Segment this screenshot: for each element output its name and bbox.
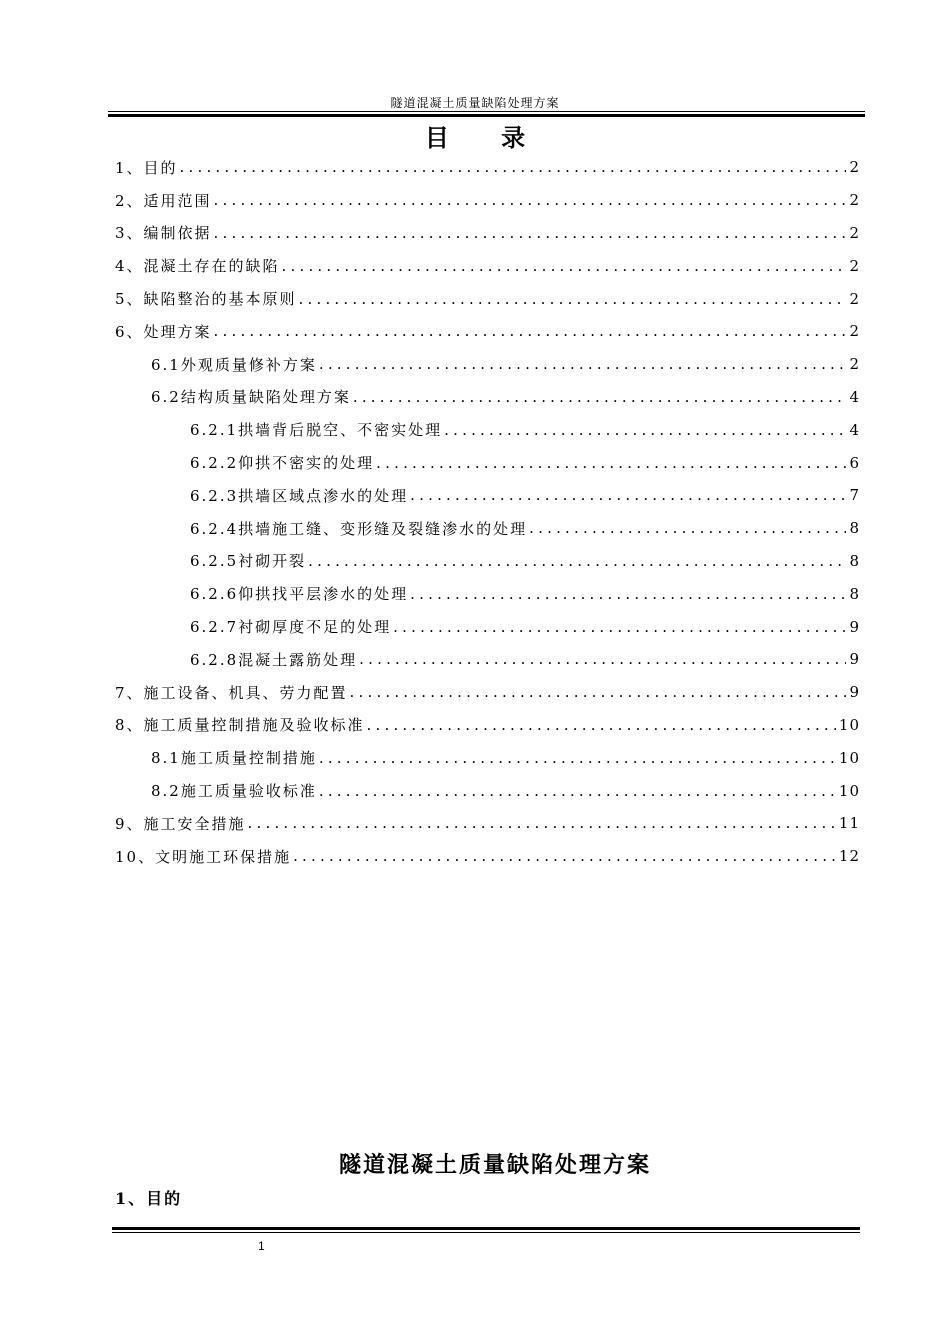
header-rule-thick: [108, 114, 865, 117]
toc-leader-dots: [319, 355, 847, 373]
toc-leader-dots: [308, 552, 846, 570]
toc-entry-page: 10: [838, 781, 860, 800]
toc-entry[interactable]: [115, 184, 860, 217]
toc-leader-dots: [350, 683, 847, 701]
toc-entry[interactable]: [115, 282, 860, 315]
toc-entry[interactable]: [115, 807, 860, 840]
page-number: 1: [258, 1239, 265, 1253]
toc-entry[interactable]: [115, 151, 860, 184]
toc-entry[interactable]: [115, 741, 860, 774]
toc-entry-page: 10: [838, 715, 860, 734]
toc-leader-dots: [319, 749, 836, 767]
toc-entry-page: 7: [849, 486, 860, 505]
toc-entry[interactable]: [115, 479, 860, 512]
toc-entry-page: 2: [849, 223, 860, 242]
document-title: 隧道混凝土质量缺陷处理方案: [338, 1152, 651, 1178]
toc-entry[interactable]: [115, 413, 860, 446]
running-header: 隧道混凝土质量缺陷处理方案: [390, 96, 560, 110]
toc-entry-page: 12: [838, 847, 860, 866]
toc-entry-text: 6、处理方案: [115, 322, 212, 341]
toc-entry-page: 8: [849, 584, 860, 603]
toc-entry[interactable]: [115, 545, 860, 578]
toc-entry[interactable]: [115, 348, 860, 381]
toc-entry-page: 4: [849, 420, 860, 439]
toc-leader-dots: [353, 388, 847, 406]
toc-entry-page: 6: [849, 453, 860, 472]
toc-entry-text: 4、混凝土存在的缺陷: [115, 257, 280, 276]
toc-entry-page: 9: [849, 617, 860, 636]
toc-entry-text: 6.2.6仰拱找平层渗水的处理: [190, 585, 409, 604]
toc-entry-text: 6.2.5衬砌开裂: [190, 552, 307, 571]
toc-leader-dots: [367, 716, 836, 734]
toc-entry-text: 8.1施工质量控制措施: [151, 749, 317, 768]
toc-leader-dots: [248, 814, 836, 832]
toc-entry[interactable]: [115, 577, 860, 610]
toc-entry-text: 6.2.7衬砌厚度不足的处理: [190, 618, 392, 637]
toc-entry-text: 6.2.8混凝土露筋处理: [190, 650, 358, 669]
toc-entry[interactable]: [115, 381, 860, 414]
toc-entry-page: 8: [849, 551, 860, 570]
section-heading: 1、目的: [115, 1189, 183, 1208]
toc-entry-page: 2: [849, 256, 860, 275]
toc-leader-dots: [376, 454, 846, 472]
toc-entry[interactable]: [115, 610, 860, 643]
toc-entry[interactable]: [115, 774, 860, 807]
toc-entry-page: 4: [849, 387, 860, 406]
toc-entry-text: 6.2结构质量缺陷处理方案: [151, 388, 351, 407]
toc-leader-dots: [410, 585, 846, 603]
toc-leader-dots: [214, 322, 847, 340]
toc-entry-text: 5、缺陷整治的基本原则: [115, 290, 297, 309]
toc-entry-text: 6.2.3拱墙区域点渗水的处理: [190, 486, 409, 505]
toc-entry-page: 2: [849, 191, 860, 210]
toc-entry[interactable]: [115, 315, 860, 348]
toc-entry-page: 9: [849, 683, 860, 702]
toc-leader-dots: [444, 421, 846, 439]
toc-entry-text: 3、编制依据: [115, 224, 212, 243]
footer-rule-thick: [112, 1227, 860, 1230]
toc-entry-text: 1、目的: [115, 158, 178, 177]
toc-entry-page: 10: [838, 748, 860, 767]
footer-rule: [112, 1232, 860, 1233]
toc-entry[interactable]: [115, 840, 860, 873]
toc-entry-text: 8、施工质量控制措施及验收标准: [115, 716, 365, 735]
toc-entry-page: 2: [849, 158, 860, 177]
toc-entry-text: 7、施工设备、机具、劳力配置: [115, 683, 348, 702]
toc-leader-dots: [299, 290, 847, 308]
toc-leader-dots: [529, 519, 846, 537]
toc-entry-text: 9、施工安全措施: [115, 814, 246, 833]
toc-entry-text: 10、文明施工环保措施: [115, 847, 292, 866]
toc-leader-dots: [214, 224, 847, 242]
header-rule: [108, 111, 865, 112]
toc-leader-dots: [214, 191, 847, 209]
toc-title: 目 录: [424, 123, 548, 152]
toc-entry-page: 2: [849, 322, 860, 341]
toc-entry-page: 11: [838, 814, 860, 833]
toc-entry-text: 6.2.1拱墙背后脱空、不密实处理: [190, 421, 443, 440]
toc-entry-page: 8: [849, 519, 860, 538]
toc-leader-dots: [393, 618, 846, 636]
toc-leader-dots: [180, 158, 847, 176]
toc-entry[interactable]: [115, 676, 860, 709]
toc-entry[interactable]: [115, 217, 860, 250]
toc-entry-page: 9: [849, 650, 860, 669]
toc-leader-dots: [410, 486, 846, 504]
table-of-contents: [115, 151, 860, 873]
toc-entry-text: 8.2施工质量验收标准: [151, 782, 317, 801]
toc-entry-page: 2: [849, 289, 860, 308]
toc-entry[interactable]: [115, 643, 860, 676]
toc-entry-text: 6.1外观质量修补方案: [151, 355, 317, 374]
toc-entry-page: 2: [849, 355, 860, 374]
toc-entry[interactable]: [115, 512, 860, 545]
toc-entry-text: 6.2.2仰拱不密实的处理: [190, 454, 375, 473]
toc-leader-dots: [319, 782, 836, 800]
toc-entry[interactable]: [115, 446, 860, 479]
toc-leader-dots: [293, 847, 836, 865]
toc-entry-text: 6.2.4拱墙施工缝、变形缝及裂缝渗水的处理: [190, 519, 528, 538]
toc-entry[interactable]: [115, 249, 860, 282]
toc-entry-text: 2、适用范围: [115, 191, 212, 210]
toc-entry[interactable]: [115, 709, 860, 742]
toc-leader-dots: [282, 257, 847, 275]
toc-leader-dots: [359, 650, 846, 668]
